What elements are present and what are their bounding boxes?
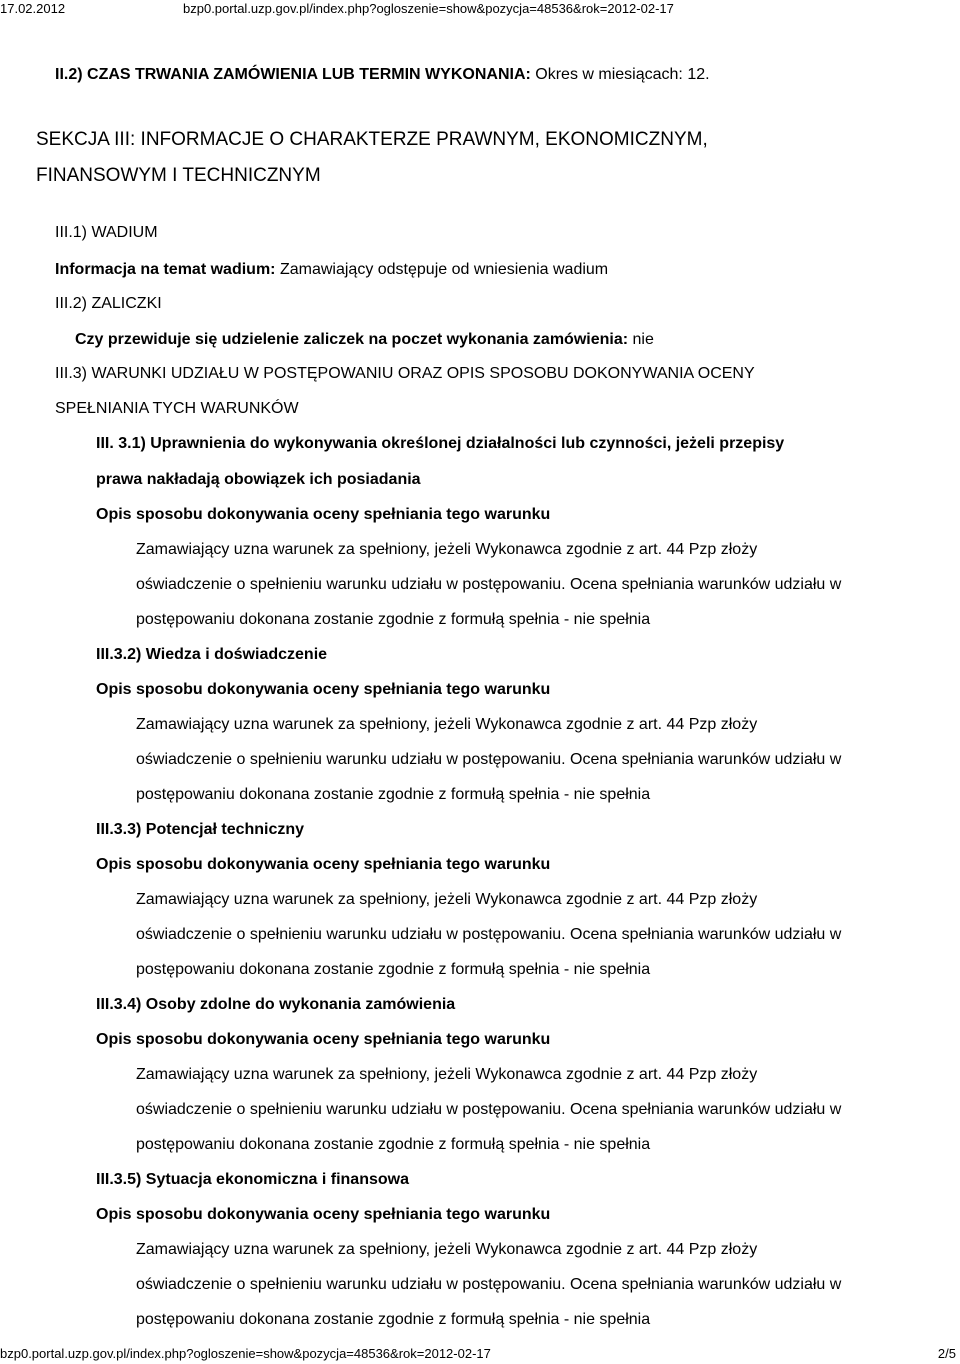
footer-url: bzp0.portal.uzp.gov.pl/index.php?ogloszenie=show&pozycja=48536&rok=2012-02-17 [0, 1346, 491, 1361]
subsection-title: III. 3.1) Uprawnienia do wykonywania określonej działalności lub czynności, jeżeli przepisy [96, 435, 785, 452]
condition-line: Zamawiający uzna warunek za spełniony, jeżeli Wykonawca zgodnie z art. 44 Pzp złoży [136, 716, 758, 733]
print-date: 17.02.2012 [0, 1, 66, 16]
condition-line: Zamawiający uzna warunek za spełniony, jeżeli Wykonawca zgodnie z art. 44 Pzp złoży [136, 1241, 758, 1258]
iii1-info-value: Zamawiający odstępuje od wniesienia wadium [279, 261, 609, 278]
subsection-title: III.3.3) Potencjał techniczny [96, 821, 305, 838]
section-3-title-line1: SEKCJA III: INFORMACJE O CHARAKTERZE PRAWNYM, EKONOMICZNYM, [36, 129, 708, 150]
iii1-info [55, 260, 608, 280]
condition-line: oświadczenie o spełnieniu warunku udziału w postępowaniu. Ocena spełniania warunków udziału w [136, 1276, 842, 1293]
subsection-title-cont: prawa nakładają obowiązek ich posiadania [96, 471, 421, 488]
condition-line: oświadczenie o spełnieniu warunku udziału w postępowaniu. Ocena spełniania warunków udziału w [136, 576, 842, 593]
condition-line: oświadczenie o spełnieniu warunku udziału w postępowaniu. Ocena spełniania warunków udziału w [136, 1101, 842, 1118]
condition-line: oświadczenie o spełnieniu warunku udziału w postępowaniu. Ocena spełniania warunków udziału w [136, 751, 842, 768]
ii2-value: Okres w miesiącach: 12. [535, 66, 710, 83]
page-header [0, 1, 960, 19]
condition-line: postępowaniu dokonana zostanie zgodnie z formułą spełnia - nie spełnia [136, 1136, 651, 1153]
iii1-heading: III.1) WADIUM [55, 224, 158, 241]
condition-line: postępowaniu dokonana zostanie zgodnie z formułą spełnia - nie spełnia [136, 786, 651, 803]
page-footer [0, 1346, 960, 1364]
iii2-question [75, 330, 654, 350]
ii2-label: II.2) CZAS TRWANIA ZAMÓWIENIA LUB TERMIN WYKONANIA: [55, 66, 531, 83]
iii3-heading-line2: SPEŁNIANIA TYCH WARUNKÓW [55, 400, 299, 417]
subsection-title: III.3.5) Sytuacja ekonomiczna i finansowa [96, 1171, 409, 1188]
page-number: 2/5 [937, 1346, 956, 1361]
opis-label: Opis sposobu dokonywania oceny spełniania tego warunku [96, 681, 551, 698]
condition-line: postępowaniu dokonana zostanie zgodnie z formułą spełnia - nie spełnia [136, 961, 651, 978]
opis-label: Opis sposobu dokonywania oceny spełniania tego warunku [96, 506, 551, 523]
opis-label: Opis sposobu dokonywania oceny spełniania tego warunku [96, 1206, 551, 1223]
condition-line: postępowaniu dokonana zostanie zgodnie z formułą spełnia - nie spełnia [136, 1311, 651, 1328]
iii2-heading: III.2) ZALICZKI [55, 295, 162, 312]
section-3-title-line2: FINANSOWYM I TECHNICZNYM [36, 165, 321, 186]
subsection-title: III.3.4) Osoby zdolne do wykonania zamówienia [96, 996, 456, 1013]
iii3-heading-line1: III.3) WARUNKI UDZIAŁU W POSTĘPOWANIU ORAZ OPIS SPOSOBU DOKONYWANIA OCENY [55, 365, 755, 382]
header-url: bzp0.portal.uzp.gov.pl/index.php?ogloszenie=show&pozycja=48536&rok=2012-02-17 [183, 1, 674, 16]
condition-line: Zamawiający uzna warunek za spełniony, jeżeli Wykonawca zgodnie z art. 44 Pzp złoży [136, 891, 758, 908]
opis-label: Opis sposobu dokonywania oceny spełniania tego warunku [96, 856, 551, 873]
opis-label: Opis sposobu dokonywania oceny spełniania tego warunku [96, 1031, 551, 1048]
iii2-question-value: nie [632, 331, 654, 348]
ii2-duration [55, 65, 710, 85]
iii1-info-label: Informacja na temat wadium: [55, 261, 276, 278]
condition-line: Zamawiający uzna warunek za spełniony, jeżeli Wykonawca zgodnie z art. 44 Pzp złoży [136, 1066, 758, 1083]
condition-line: oświadczenie o spełnieniu warunku udziału w postępowaniu. Ocena spełniania warunków udziału w [136, 926, 842, 943]
condition-line: postępowaniu dokonana zostanie zgodnie z formułą spełnia - nie spełnia [136, 611, 651, 628]
subsection-title: III.3.2) Wiedza i doświadczenie [96, 646, 328, 663]
iii2-question-label: Czy przewiduje się udzielenie zaliczek na poczet wykonania zamówienia: [75, 331, 629, 348]
condition-line: Zamawiający uzna warunek za spełniony, jeżeli Wykonawca zgodnie z art. 44 Pzp złoży [136, 541, 758, 558]
